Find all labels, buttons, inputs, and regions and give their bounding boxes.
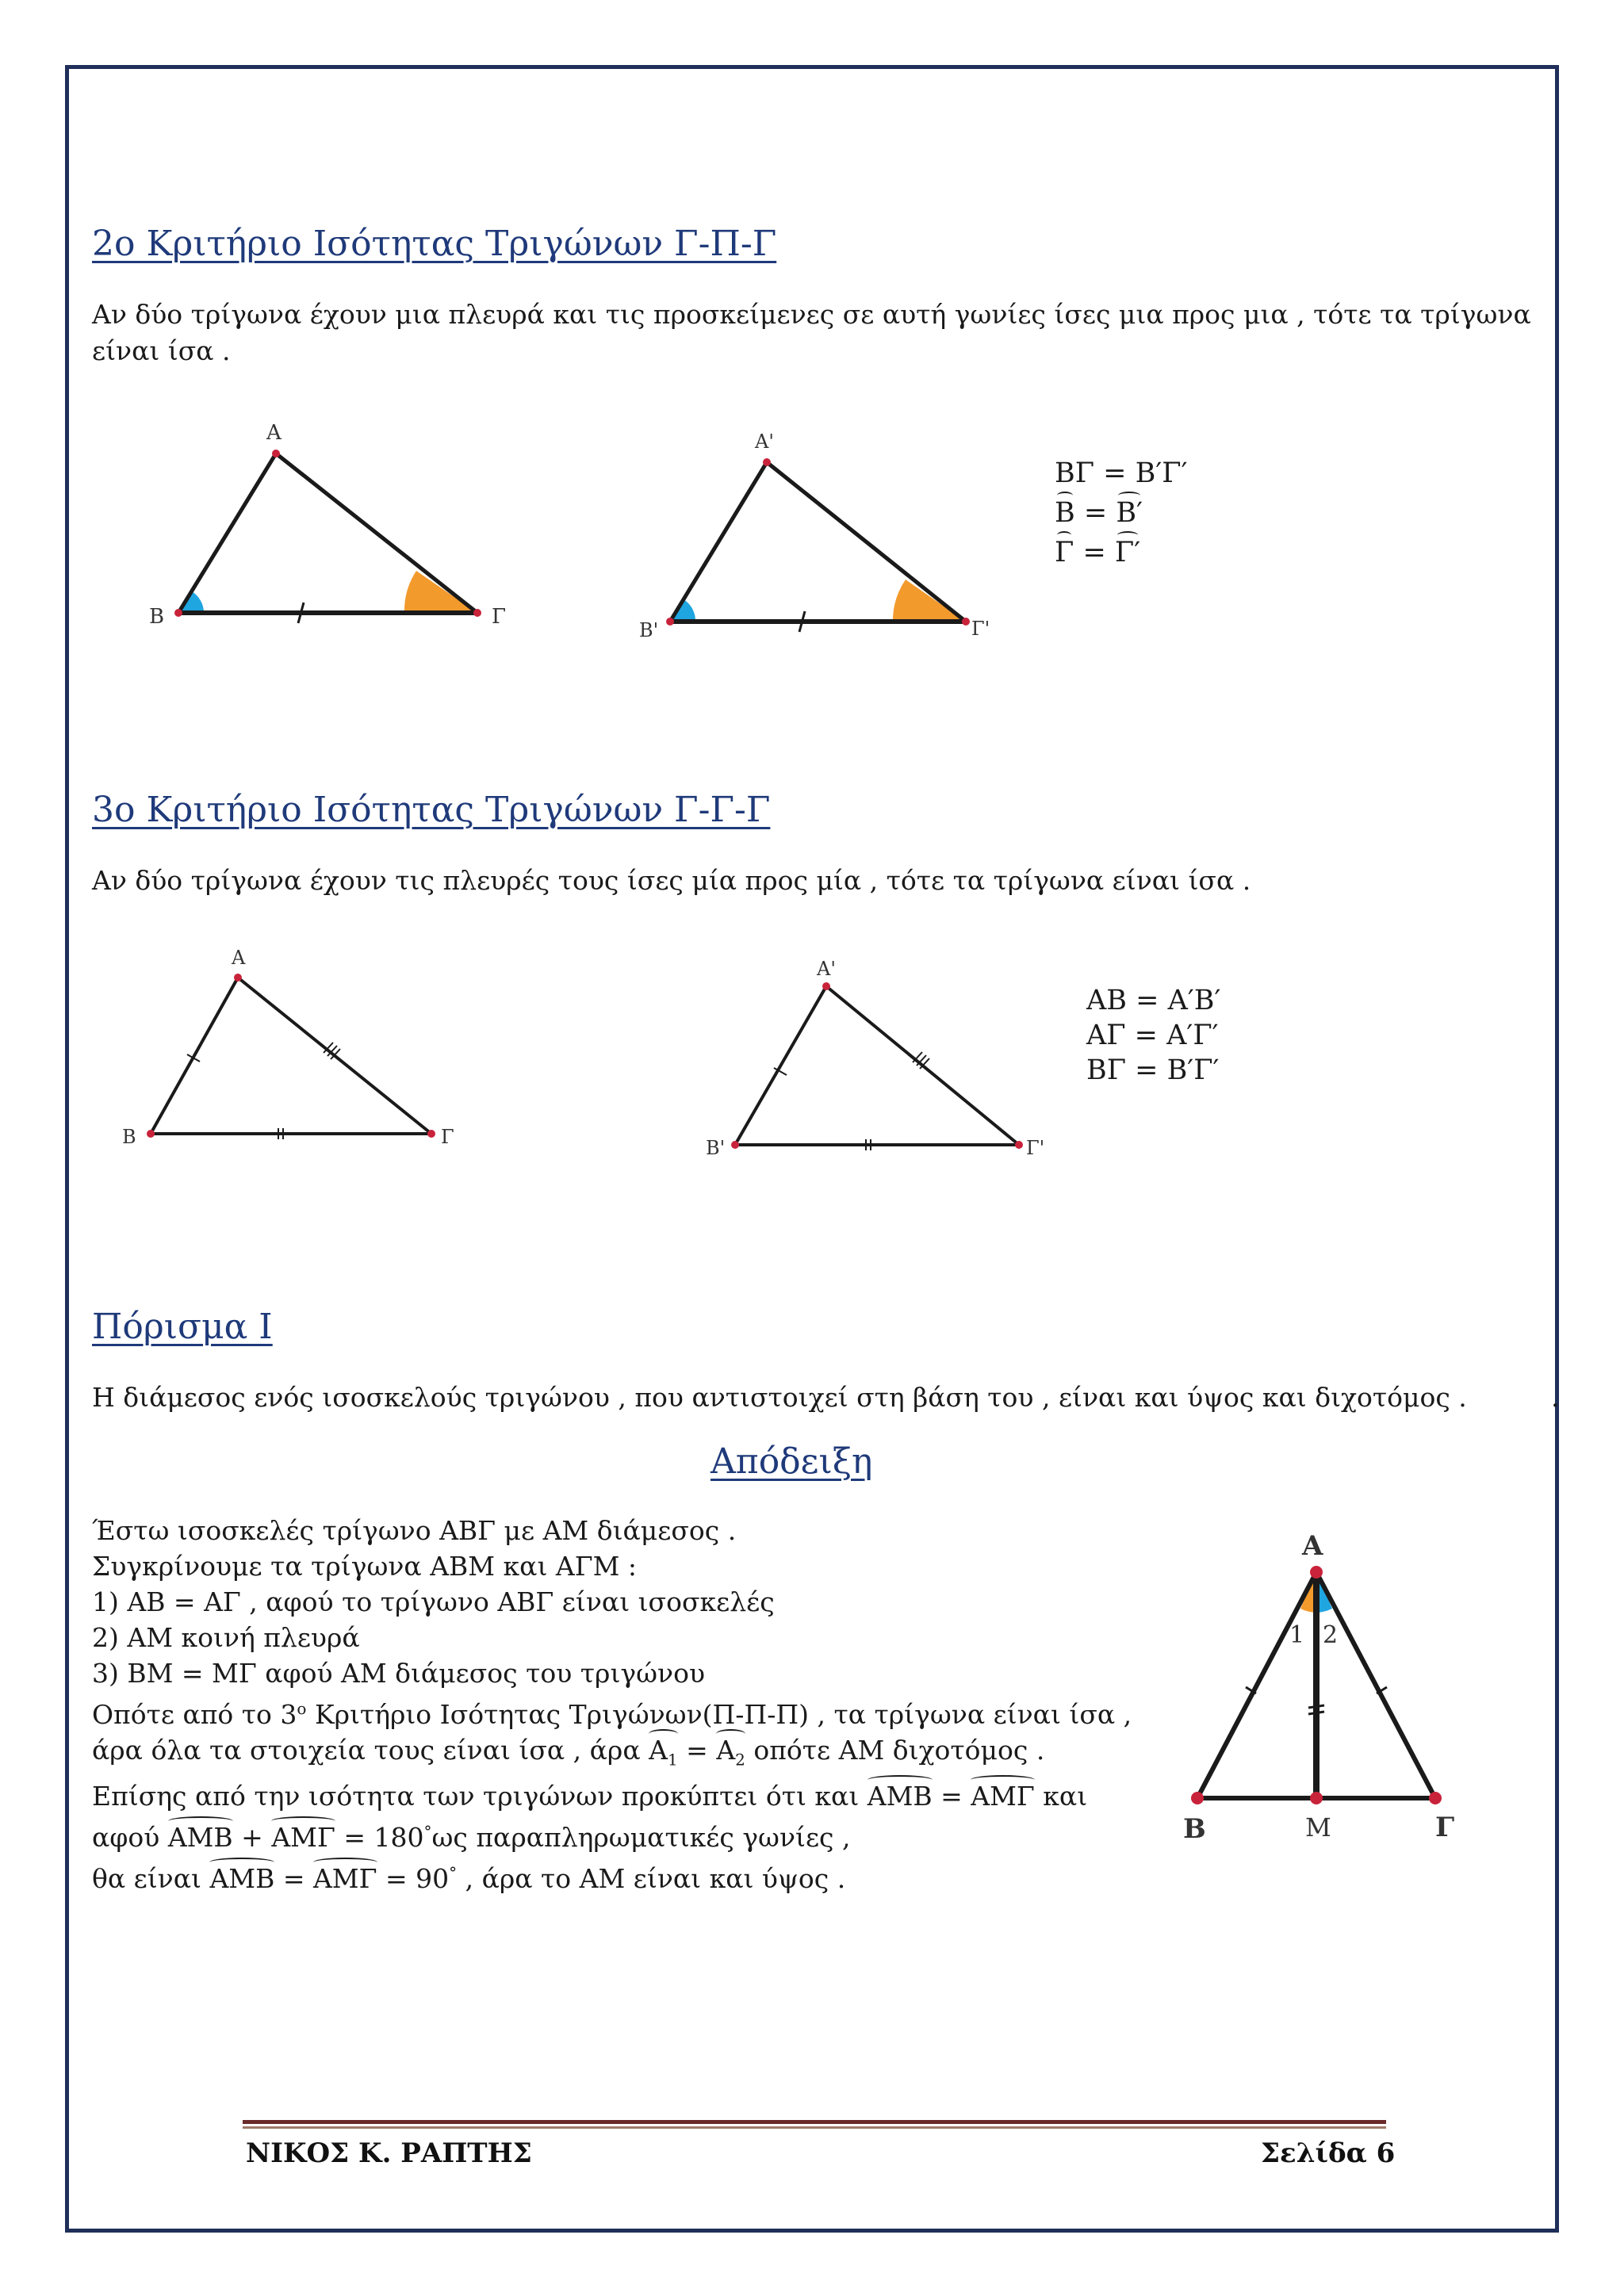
proof-line-9-plus: +	[232, 1821, 272, 1853]
eq3-rhs: Γ′	[1115, 533, 1140, 572]
label-b: B	[122, 1126, 136, 1148]
label-angle-1: 1	[1289, 1621, 1305, 1649]
angle-amb: ΑΜΒ	[868, 1778, 933, 1814]
degree-sup: °	[423, 1821, 432, 1841]
label-c: Γ	[441, 1126, 454, 1148]
proof-line-8-eq: =	[932, 1780, 971, 1812]
footer-page-number: Σελίδα 6	[1261, 2137, 1396, 2169]
side-ac	[276, 453, 477, 613]
side-a-b-prime	[735, 986, 826, 1145]
proof-line-8a: Επίσης από την ισότητα των τριγώνων προκύπτει ότι και	[92, 1780, 868, 1812]
footer-rule	[243, 2120, 1386, 2124]
label-c: Γ	[492, 605, 507, 629]
proof-line-9b: = 180	[335, 1821, 424, 1853]
proof-line-10	[92, 1855, 1123, 1896]
angle-a2	[716, 1732, 745, 1778]
proof-line-7a: άρα όλα τα στοιχεία τους είναι ίσα , άρα	[92, 1735, 649, 1766]
label-b: B	[149, 605, 165, 629]
proof-line-9a: αφού	[92, 1821, 168, 1853]
vertex-c	[1429, 1792, 1442, 1804]
vertex-b	[174, 609, 182, 617]
criterion3-equalities	[1086, 983, 1220, 1088]
side-ab	[178, 453, 276, 613]
vertex-c-prime	[962, 618, 970, 626]
eq2-lhs: Β	[1055, 493, 1075, 533]
vertex-m	[1310, 1792, 1323, 1804]
label-a: A	[232, 947, 246, 969]
proof-line-3: 1) ΑΒ = ΑΓ , αφού το τρίγωνο ΑΒΓ είναι ισοσκελές	[92, 1586, 775, 1617]
proof-line-9	[92, 1814, 1123, 1855]
vertex-a	[272, 450, 280, 457]
proof-line-10a: θα είναι	[92, 1862, 210, 1894]
angle-amg: ΑΜΓ	[971, 1778, 1035, 1814]
equality-angle-c	[1055, 533, 1188, 572]
corollary-trailing-dot: .	[1551, 1382, 1560, 1413]
footer-author: ΝΙΚΟΣ Κ. ΡΑΠΤΗΣ	[246, 2137, 532, 2169]
vertex-c	[427, 1130, 435, 1138]
proof-line-6	[92, 1691, 1132, 1732]
corollary-text: Η διάμεσος ενός ισοσκελούς τριγώνου , που αντιστοιχεί στη βάση του , είναι και ύψος και διχοτόμος .	[92, 1382, 1467, 1413]
angle-amb: ΑΜΒ	[168, 1820, 233, 1855]
label-b: B	[1183, 1813, 1206, 1845]
proof-line-7-eq: =	[677, 1735, 717, 1766]
equality-angle-b	[1055, 493, 1188, 533]
proof-line-2: Συγκρίνουμε τα τρίγωνα ΑΒΜ και ΑΓΜ :	[92, 1551, 638, 1582]
label-m: M	[1305, 1812, 1331, 1843]
label-c: Γ	[1435, 1812, 1455, 1843]
label-angle-2: 2	[1323, 1621, 1339, 1649]
proof-figure	[1166, 1521, 1483, 1854]
equality-side	[1055, 453, 1188, 493]
proof-line-10-eq: =	[274, 1862, 313, 1894]
equality-ab: ΑΒ = Α′Β′	[1086, 985, 1221, 1016]
vertex-a	[1310, 1566, 1323, 1578]
proof-line-7	[92, 1732, 1123, 1778]
eq2-rhs: Β′	[1116, 493, 1143, 533]
corollary-heading: Πόρισμα Ι	[92, 1307, 273, 1347]
label-b-prime: B'	[639, 619, 659, 641]
vertex-a-prime	[763, 458, 771, 466]
eq1-equals: =	[1103, 457, 1127, 489]
eq3-lhs: Γ	[1055, 533, 1074, 572]
angle-a1-sub: 1	[667, 1750, 678, 1770]
proof-line-7b: οπότε ΑΜ διχοτόμος .	[745, 1735, 1045, 1766]
proof-body	[92, 1513, 1132, 1896]
side-ab	[1197, 1572, 1316, 1798]
criterion3-heading: 3ο Κριτήριο Ισότητας Τριγώνων Γ-Γ-Γ	[92, 790, 771, 830]
vertex-a-prime	[822, 982, 830, 990]
label-a: A	[1302, 1530, 1323, 1562]
tick-am-1	[1308, 1705, 1324, 1708]
label-a-prime: A'	[817, 958, 836, 980]
eq1-lhs: ΒΓ	[1055, 457, 1095, 489]
footer-rule-accent	[243, 2126, 1386, 2129]
eq1-rhs: Β′Γ′	[1135, 457, 1188, 489]
vertex-b	[147, 1130, 155, 1138]
criterion2-figure2	[634, 424, 1015, 654]
label-c-prime: Γ'	[971, 618, 990, 640]
eq2-equals: =	[1083, 497, 1108, 529]
side-a-b-prime	[670, 462, 767, 622]
criterion3-figure1	[111, 943, 476, 1173]
proof-heading: Απόδειξη	[710, 1441, 873, 1482]
angle-amb: ΑΜΒ	[209, 1861, 274, 1896]
label-a-prime: A'	[755, 430, 774, 453]
side-ab	[151, 978, 238, 1134]
proof-line-10b: = 90	[377, 1862, 450, 1894]
vertex-c	[473, 609, 481, 617]
label-a: A	[266, 421, 282, 445]
side-a-c-prime	[767, 462, 966, 622]
proof-line-9c: ως παραπληρωματικές γωνίες ,	[431, 1821, 851, 1853]
angle-a2-letter: Α	[716, 1735, 736, 1766]
criterion2-heading: 2ο Κριτήριο Ισότητας Τριγώνων Γ-Π-Γ	[92, 224, 777, 264]
vertex-b	[1191, 1792, 1204, 1804]
vertex-b-prime	[731, 1141, 739, 1149]
angle-a1	[649, 1732, 678, 1778]
angle-amg: ΑΜΓ	[271, 1820, 335, 1855]
criterion3-figure2	[698, 951, 1063, 1181]
proof-line-1: Έστω ισοσκελές τρίγωνο ΑΒΓ με ΑΜ διάμεσος .	[92, 1515, 737, 1546]
degree-sup: °	[449, 1862, 458, 1882]
proof-line-4: 2) ΑΜ κοινή πλευρά	[92, 1622, 360, 1653]
proof-line-5: 3) ΒΜ = ΜΓ αφού ΑΜ διάμεσος του τριγώνου	[92, 1658, 706, 1689]
angle-a2-sub: 2	[735, 1750, 745, 1770]
ordinal-sup: ο	[297, 1699, 307, 1718]
proof-line-8	[92, 1778, 1123, 1814]
label-c-prime: Γ'	[1026, 1137, 1045, 1159]
proof-line-10c: , άρα το ΑΜ είναι και ύψος .	[457, 1862, 846, 1894]
eq3-equals: =	[1082, 537, 1106, 568]
side-ac	[1316, 1572, 1435, 1798]
label-b-prime: B'	[706, 1137, 726, 1159]
proof-line-6b: Κριτήριο Ισότητας Τριγώνων(Π-Π-Π) , τα τρίγωνα είναι ίσα ,	[306, 1699, 1132, 1730]
tick-am-2	[1308, 1712, 1324, 1714]
vertex-a	[234, 974, 242, 982]
criterion2-equalities	[1055, 453, 1188, 572]
equality-bg: ΒΓ = Β′Γ′	[1086, 1054, 1220, 1086]
proof-line-8b: και	[1034, 1780, 1088, 1812]
angle-amg: ΑΜΓ	[313, 1861, 377, 1896]
criterion2-figure1	[143, 412, 523, 642]
proof-line-6a: Οπότε από το 3	[92, 1699, 297, 1730]
vertex-b-prime	[666, 618, 674, 626]
vertex-c-prime	[1015, 1141, 1023, 1149]
criterion2-text: Αν δύο τρίγωνα έχουν μια πλευρά και τις προσκείμενες σε αυτή γωνίες ίσες μια προς μια , τότε τα τρίγωνα είναι ίσα .	[92, 299, 1531, 366]
angle-a1-letter: Α	[649, 1735, 668, 1766]
criterion3-text: Αν δύο τρίγωνα έχουν τις πλευρές τους ίσες μία προς μία , τότε τα τρίγωνα είναι ίσα .	[92, 865, 1251, 896]
equality-ag: ΑΓ = Α′Γ′	[1086, 1020, 1219, 1051]
